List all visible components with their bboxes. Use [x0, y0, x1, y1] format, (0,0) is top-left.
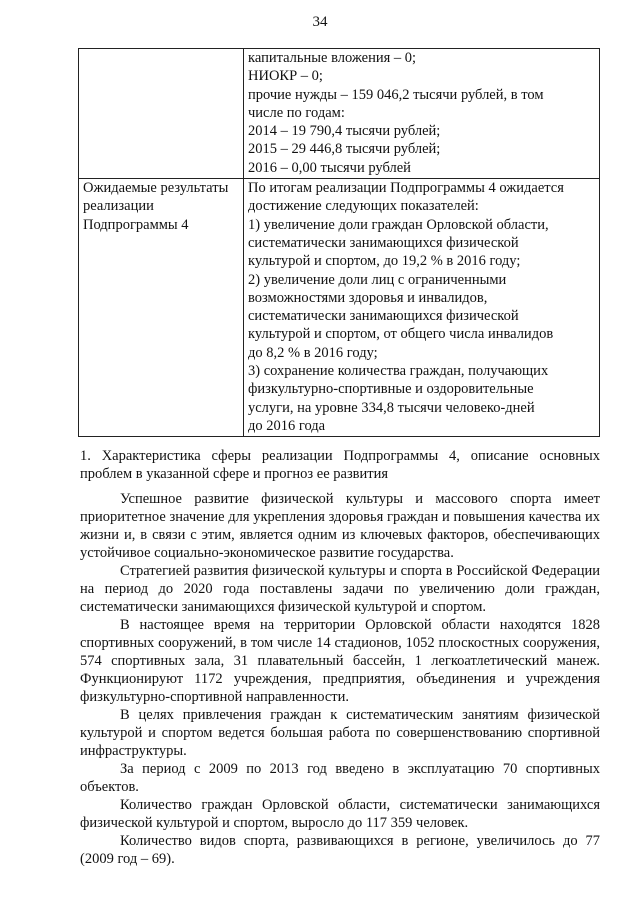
- table-line: достижение следующих показателей:: [248, 198, 479, 215]
- table-cell-label-empty: [79, 49, 244, 179]
- table-cell-funding-details: [244, 49, 600, 179]
- table-line: возможностями здоровья и инвалидов,: [248, 289, 488, 306]
- table-row-expected-results: [79, 179, 600, 437]
- table-label-line: Ожидаемые результаты: [83, 180, 229, 197]
- table-line: физкультурно-спортивные и оздоровительные: [248, 381, 534, 398]
- table-line: культурой и спортом, до 19,2 % в 2016 году;: [248, 253, 521, 270]
- table-line: По итогам реализации Подпрограммы 4 ожидается: [248, 180, 564, 197]
- paragraph: Успешное развитие физической культуры и массового спорта имеет приоритетное значение для укрепления здоровья граждан и повышения качества их жизни и, в связи с этим, является одним из ключевых факторов, обеспечивающих устойчивое социально-экономическое развитие государства.: [80, 491, 600, 561]
- paragraph: В настоящее время на территории Орловской области находятся 1828 спортивных сооружений, в том числе 14 стадионов, 1052 плоскостных сооружения, 574 спортивных зала, 31 плавательный бассейн, 1 легкоатлетический манеж. Функционируют 1172 учреждения, предприятия, объединения и учреждения физкультурно-спортивной направленности.: [80, 617, 600, 705]
- table-row-funding: [79, 49, 600, 179]
- table-line: 2014 – 19 790,4 тысячи рублей;: [248, 123, 441, 140]
- subprogram-passport-table: [78, 48, 600, 437]
- table-line: 1) увеличение доли граждан Орловской области,: [248, 216, 549, 233]
- table-label-line: реализации: [83, 198, 154, 215]
- paragraph: Количество видов спорта, развивающихся в регионе, увеличилось до 77 (2009 год – 69).: [80, 833, 600, 867]
- table-line: культурой и спортом, от общего числа инвалидов: [248, 326, 554, 343]
- table-cell-expected-results: [244, 179, 600, 437]
- table-line: услуги, на уровне 334,8 тысячи человеко-дней: [248, 399, 535, 416]
- table-label-line: Подпрограммы 4: [83, 216, 189, 233]
- paragraph: Количество граждан Орловской области, систематически занимающихся физической культурой и спортом, выросло до 117 359 человек.: [80, 797, 600, 831]
- body-text: [80, 490, 600, 868]
- paragraph: В целях привлечения граждан к систематическим занятиям физической культурой и спортом ведется большая работа по совершенствованию спортивной инфраструктуры.: [80, 707, 600, 759]
- table-line: до 8,2 % в 2016 году;: [248, 344, 378, 361]
- paragraph: Стратегией развития физической культуры и спорта в Российской Федерации на период до 2020 года поставлены задачи по увеличению доли граждан, систематически занимающихся физической культурой и спортом.: [80, 563, 600, 615]
- table-line: прочие нужды – 159 046,2 тысячи рублей, в том: [248, 86, 544, 103]
- table-cell-label-expected-results: [79, 179, 244, 437]
- page-number: 34: [312, 14, 328, 30]
- table-line: 3) сохранение количества граждан, получающих: [248, 363, 549, 380]
- table-line: числе по годам:: [248, 104, 345, 121]
- table-line: 2016 – 0,00 тысячи рублей: [248, 159, 411, 176]
- table-line: НИОКР – 0;: [248, 68, 323, 85]
- table-line: 2) увеличение доли лиц с ограниченными: [248, 271, 507, 288]
- table-line: систематически занимающихся физической: [248, 234, 519, 251]
- section-heading: 1. Характеристика сферы реализации Подпрограммы 4, описание основных проблем в указанной сфере и прогноз ее развития: [80, 448, 600, 482]
- table-line: 2015 – 29 446,8 тысячи рублей;: [248, 141, 441, 158]
- table-line: систематически занимающихся физической: [248, 308, 519, 325]
- table-line: капитальные вложения – 0;: [248, 50, 417, 66]
- table-line: до 2016 года: [248, 417, 326, 434]
- paragraph: За период с 2009 по 2013 год введено в эксплуатацию 70 спортивных объектов.: [80, 761, 600, 795]
